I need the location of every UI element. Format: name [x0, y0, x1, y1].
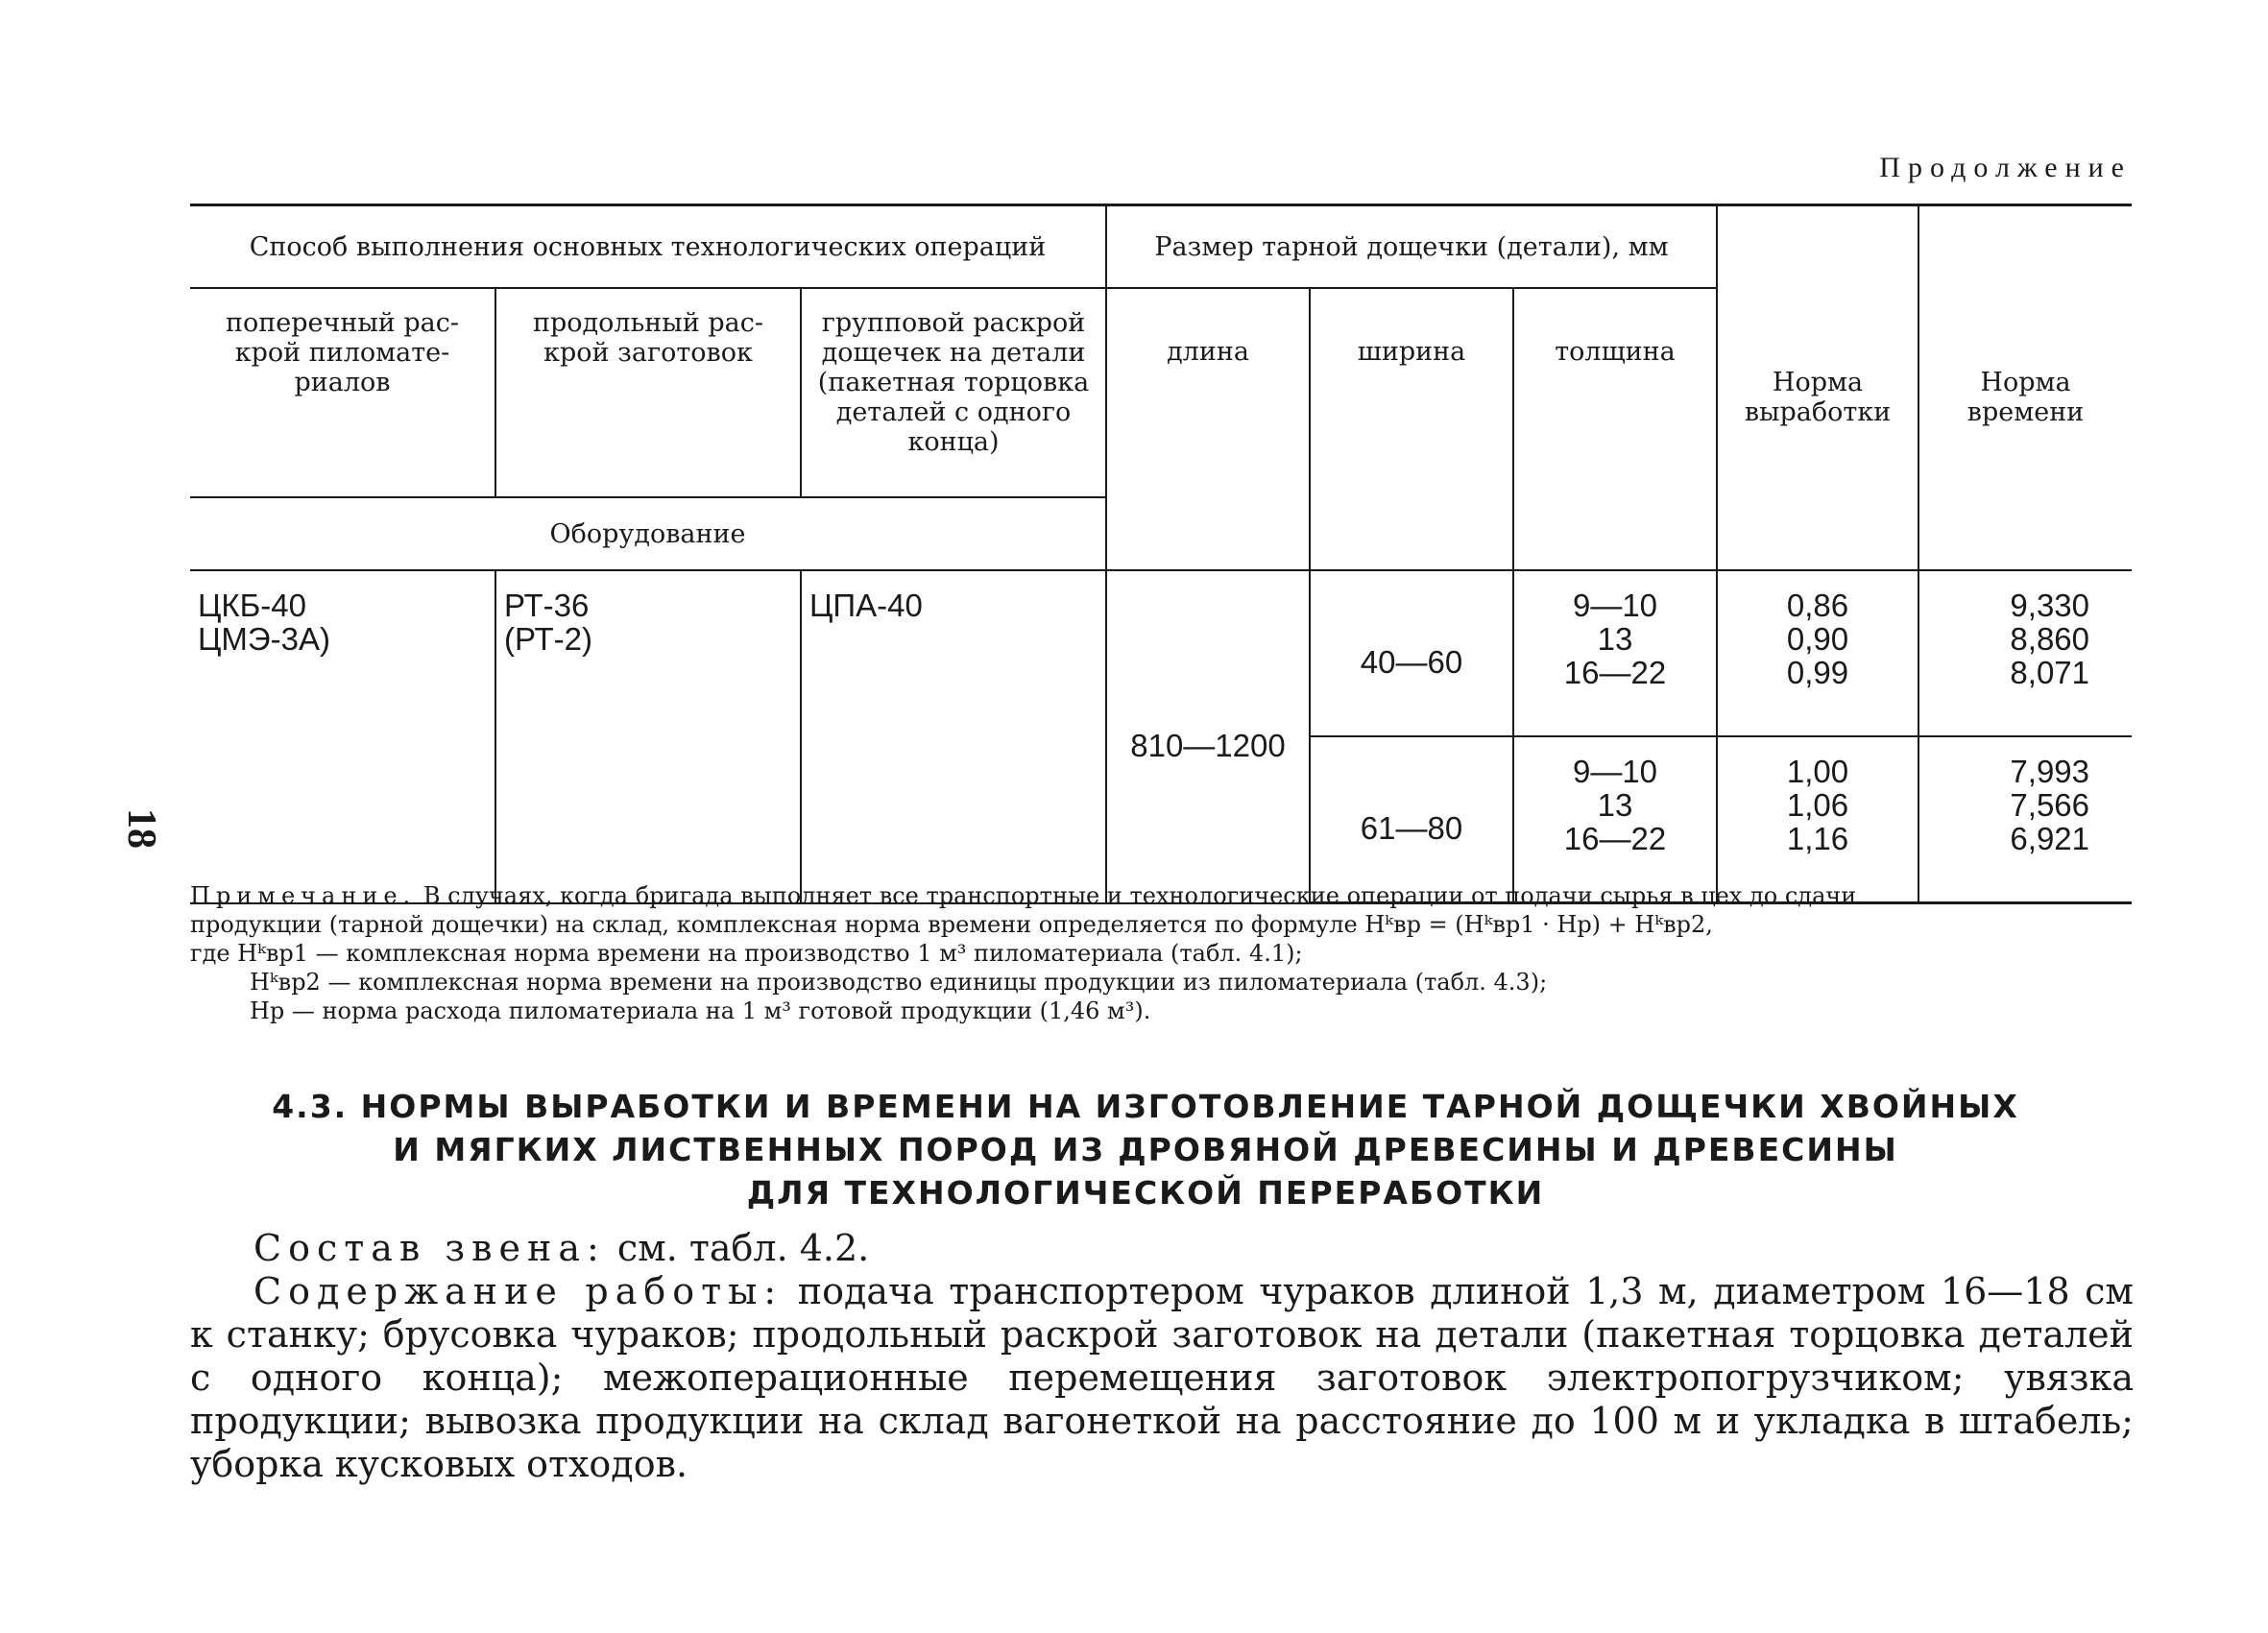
body-text [190, 1227, 2134, 1486]
header-long-cut: продольный рас- крой заготовок [495, 288, 801, 497]
note-line: Нᵏвр2 — комплексная норма времени на производство единицы продукции из пиломатериала (табл. 4.3); [250, 969, 1548, 996]
note-label: Примечание. [190, 882, 417, 909]
cell-equip-long: РТ-36 (РТ-2) [495, 570, 801, 903]
cell-time: 7,993 7,566 6,921 [1918, 736, 2132, 903]
note-line: продукции (тарной дощечки) на склад, комплексная норма времени определяется по формуле Нᵏвр = (Нᵏвр1 · Нр) + Нᵏвр2, [190, 911, 1713, 938]
table-header-row-1 [190, 205, 2132, 289]
note-line: где Нᵏвр1 — комплексная норма времени на производство 1 м³ пиломатериала (табл. 4.1); [190, 940, 1303, 967]
section-title: 4.3. НОРМЫ ВЫРАБОТКИ И ВРЕМЕНИ НА ИЗГОТОВЛЕНИЕ ТАРНОЙ ДОЩЕЧКИ ХВОЙНЫХ И МЯГКИХ ЛИСТВЕННЫХ ПОРОД ИЗ ДРОВЯНОЙ ДРЕВЕСИНЫ И ДРЕВЕСИНЫ ДЛЯ ТЕХНОЛОГИЧЕСКОЙ ПЕРЕРАБОТКИ [272, 1088, 2019, 1212]
header-width: ширина [1310, 288, 1513, 570]
page-number: 18 [119, 808, 163, 849]
note-line: Нр — норма расхода пиломатериала на 1 м³ готовой продукции (1,46 м³). [250, 997, 1151, 1024]
cell-time: 9,330 8,860 8,071 [1918, 570, 2132, 736]
work-label: Содержание работы: [253, 1270, 784, 1312]
header-thickness: толщина [1513, 288, 1717, 570]
header-methods: Способ выполнения основных технологических операций [190, 205, 1106, 289]
table-note [190, 881, 2139, 1025]
cell-output: 0,86 0,90 0,99 [1717, 570, 1918, 736]
note-line: Примечание. В случаях, когда бригада выполняет все транспортные и технологические операции от подачи сырья в цех до сдачи [190, 882, 1857, 909]
cell-thickness: 9—10 13 16—22 [1513, 736, 1717, 903]
work-paragraph: Содержание работы: подача транспортером чураков длиной 1,3 м, диаметром 16—18 см к станку; брусовка чураков; продольный раскрой заготовок на детали (пакетная торцовка деталей с одного конца); межоперационные перемещения заготовок электропогрузчиком; увязка продукции; вывозка продукции на склад вагонеткой на расстояние до 100 м и укладка в штабель; уборка кусковых отходов. [190, 1270, 2134, 1485]
cell-thickness: 9—10 13 16—22 [1513, 570, 1717, 736]
norms-table [190, 204, 2132, 904]
table-row [190, 570, 2132, 736]
header-norm-output: Норма выработки [1717, 205, 1918, 571]
header-norm-time: Норма времени [1918, 205, 2132, 571]
team-paragraph: Состав звена: см. табл. 4.2. [253, 1227, 870, 1269]
cell-length: 810—1200 [1106, 570, 1310, 903]
team-label: Состав звена: [253, 1227, 606, 1269]
cell-width: 61—80 [1310, 736, 1513, 903]
header-cross-cut: поперечный рас- крой пиломате- риалов [190, 288, 495, 497]
cell-equip-cross: ЦКБ-40 ЦМЭ-3А) [190, 570, 495, 903]
header-group-cut: групповой раскрой дощечек на детали (пакетная торцовка деталей с одного конца) [801, 288, 1106, 497]
header-size: Размер тарной дощечки (детали), мм [1106, 205, 1717, 289]
header-equipment: Оборудование [190, 497, 1106, 570]
cell-width: 40—60 [1310, 570, 1513, 736]
header-length: длина [1106, 288, 1310, 570]
continuation-label: Продолжение [1879, 152, 2132, 183]
cell-output: 1,00 1,06 1,16 [1717, 736, 1918, 903]
cell-equip-group: ЦПА-40 [801, 570, 1106, 903]
